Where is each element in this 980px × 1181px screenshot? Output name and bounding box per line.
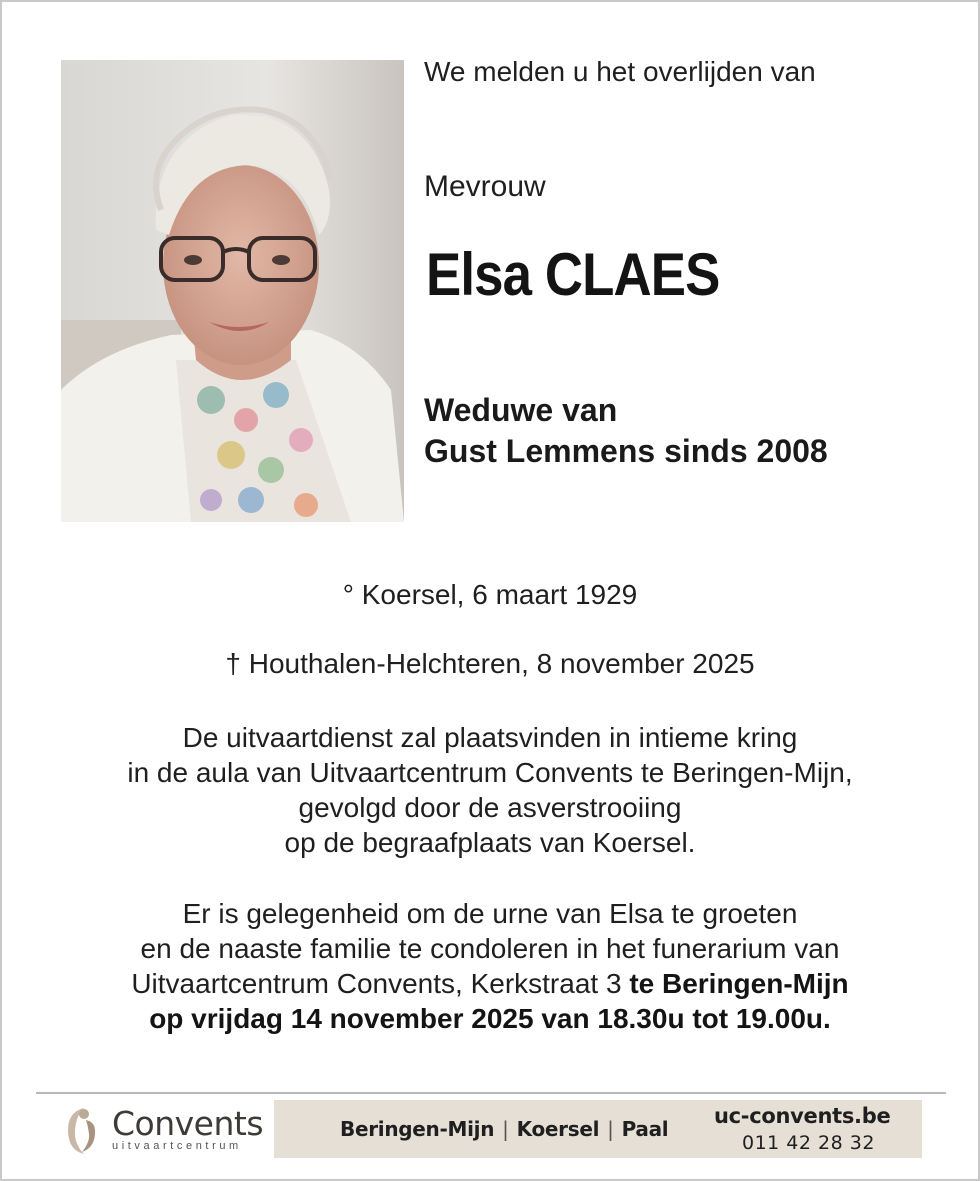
visit-line-4 [2, 1001, 978, 1036]
service-line: op de begraafplaats van Koersel. [284, 827, 696, 858]
footer-divider [36, 1092, 946, 1094]
service-line: gevolgd door de asverstrooiing [298, 792, 682, 823]
location-item: Beringen-Mijn [340, 1117, 495, 1141]
location-item: Paal [621, 1117, 669, 1141]
service-line: De uitvaartdienst zal plaatsvinden in intieme kring [182, 722, 798, 753]
birth-info: ° Koersel, 6 maart 1929 [342, 579, 638, 610]
locations-list [340, 1117, 668, 1141]
phone-number[interactable]: 011 42 28 32 [742, 1132, 875, 1154]
visit-line-1: Er is gelegenheid om de urne van Elsa te groeten [182, 898, 798, 929]
website-link[interactable]: uc-convents.be [714, 1104, 891, 1128]
announcement-intro: We melden u het overlijden van [424, 56, 816, 87]
portrait-illustration [61, 60, 404, 522]
visit-line-3 [2, 966, 978, 1001]
location-separator: | [607, 1117, 614, 1141]
widow-line-2: Gust Lemmens sinds 2008 [424, 433, 828, 469]
location-separator: | [502, 1117, 509, 1141]
widow-line-1: Weduwe van [424, 392, 618, 428]
portrait-photo [61, 60, 404, 522]
service-line: in de aula van Uitvaartcentrum Convents te Beringen-Mijn, [127, 757, 853, 788]
logo-subtitle: uitvaartcentrum [112, 1140, 242, 1152]
convents-logo [62, 1102, 262, 1162]
location-item: Koersel [516, 1117, 600, 1141]
deceased-name: Elsa CLAES [426, 241, 720, 308]
death-info: † Houthalen-Helchteren, 8 november 2025 [225, 648, 755, 679]
visit-address: Uitvaartcentrum Convents, Kerkstraat 3 [131, 968, 622, 999]
visit-line-2: en de naaste familie te condoleren in het funerarium van [140, 933, 840, 964]
visit-datetime: op vrijdag 14 november 2025 van 18.30u tot 19.00u. [149, 1003, 831, 1034]
honorific-title: Mevrouw [424, 170, 546, 203]
convents-logo-icon [62, 1104, 100, 1158]
widow-statement [424, 390, 828, 472]
funeral-service-text [2, 720, 978, 860]
visit-location: te Beringen-Mijn [629, 968, 849, 999]
logo-wordmark: Convents [112, 1104, 264, 1143]
condolence-visit-text [2, 896, 978, 1036]
footer-band [274, 1100, 922, 1158]
